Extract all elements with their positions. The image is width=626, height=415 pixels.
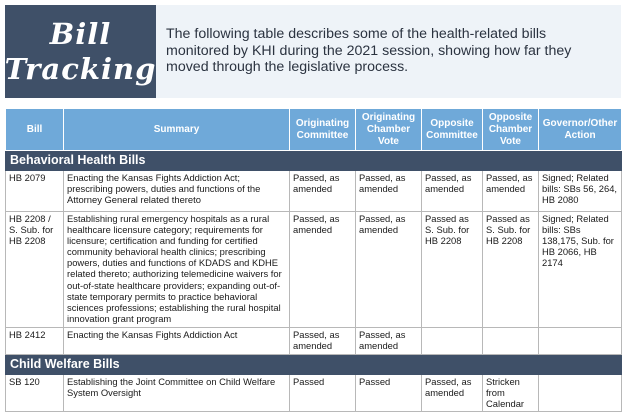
- cell-opposite-committee: Passed as S. Sub. for HB 2208: [422, 212, 483, 328]
- cell-originating-chamber-vote: Passed, as amended: [356, 171, 422, 212]
- cell-opposite-committee: Passed, as amended: [422, 375, 483, 412]
- title-line-2: Tracking: [4, 51, 157, 86]
- title-line-1: Bill: [49, 16, 112, 51]
- column-header-originating-committee: Originating Committee: [290, 109, 356, 151]
- column-header-bill: Bill: [6, 109, 64, 151]
- column-header-opposite-chamber-vote: Opposite Chamber Vote: [483, 109, 539, 151]
- section-header-behavioral-health: [6, 151, 622, 171]
- cell-originating-chamber-vote: Passed: [356, 375, 422, 412]
- cell-summary: Establishing rural emergency hospitals as a rural healthcare licensure category; requirements for licensure; certification and funding for certified community behavioral health clinics; prescribing powers, duties and functions of KDADS and KDHE related thereto; authorizing telemedicine waivers for out-of-state healthcare providers; expanding out-of-state temporary permits to practice behavioral sciences professions; establishing the rural hospital innovation grant program: [64, 212, 290, 328]
- cell-opposite-chamber-vote: [483, 328, 539, 355]
- table-row: [6, 328, 622, 355]
- cell-governor-action: [539, 328, 622, 355]
- cell-opposite-chamber-vote: Stricken from Calendar: [483, 375, 539, 412]
- cell-governor-action: Signed; Related bills: SBs 56, 264, HB 2080: [539, 171, 622, 212]
- header-title-box: [5, 5, 156, 98]
- cell-originating-chamber-vote: Passed, as amended: [356, 212, 422, 328]
- cell-opposite-chamber-vote: Passed as S. Sub. for HB 2208: [483, 212, 539, 328]
- cell-originating-committee: Passed, as amended: [290, 171, 356, 212]
- cell-originating-committee: Passed, as amended: [290, 212, 356, 328]
- column-header-governor-action: Governor/Other Action: [539, 109, 622, 151]
- cell-bill: HB 2079: [6, 171, 64, 212]
- cell-originating-committee: Passed, as amended: [290, 328, 356, 355]
- column-header-opposite-committee: Opposite Committee: [422, 109, 483, 151]
- cell-originating-committee: Passed: [290, 375, 356, 412]
- bill-tracking-table: [5, 108, 622, 412]
- table-row: [6, 375, 622, 412]
- section-title: Behavioral Health Bills: [6, 151, 622, 171]
- cell-opposite-committee: [422, 328, 483, 355]
- section-header-child-welfare: [6, 355, 622, 375]
- page-title: [5, 17, 157, 87]
- cell-governor-action: [539, 375, 622, 412]
- cell-governor-action: Signed; Related bills: SBs 138,175, Sub. for HB 2066, HB 2174: [539, 212, 622, 328]
- table-header-row: [6, 109, 622, 151]
- column-header-summary: Summary: [64, 109, 290, 151]
- cell-summary: Enacting the Kansas Fights Addiction Act; prescribing powers, duties and functions of the Attorney General related thereto: [64, 171, 290, 212]
- cell-opposite-chamber-vote: Passed, as amended: [483, 171, 539, 212]
- table-row: [6, 171, 622, 212]
- cell-summary: Enacting the Kansas Fights Addiction Act: [64, 328, 290, 355]
- section-title: Child Welfare Bills: [6, 355, 622, 375]
- cell-bill: SB 120: [6, 375, 64, 412]
- column-header-originating-chamber-vote: Originating Chamber Vote: [356, 109, 422, 151]
- cell-summary: Establishing the Joint Committee on Child Welfare System Oversight: [64, 375, 290, 412]
- cell-bill: HB 2412: [6, 328, 64, 355]
- table-row: [6, 212, 622, 328]
- cell-opposite-committee: Passed, as amended: [422, 171, 483, 212]
- cell-bill: HB 2208 / S. Sub. for HB 2208: [6, 212, 64, 328]
- intro-text: The following table describes some of the health-related bills monitored by KHI during the 2021 session, showing how far they moved through the legislative process.: [156, 5, 621, 98]
- cell-originating-chamber-vote: Passed, as amended: [356, 328, 422, 355]
